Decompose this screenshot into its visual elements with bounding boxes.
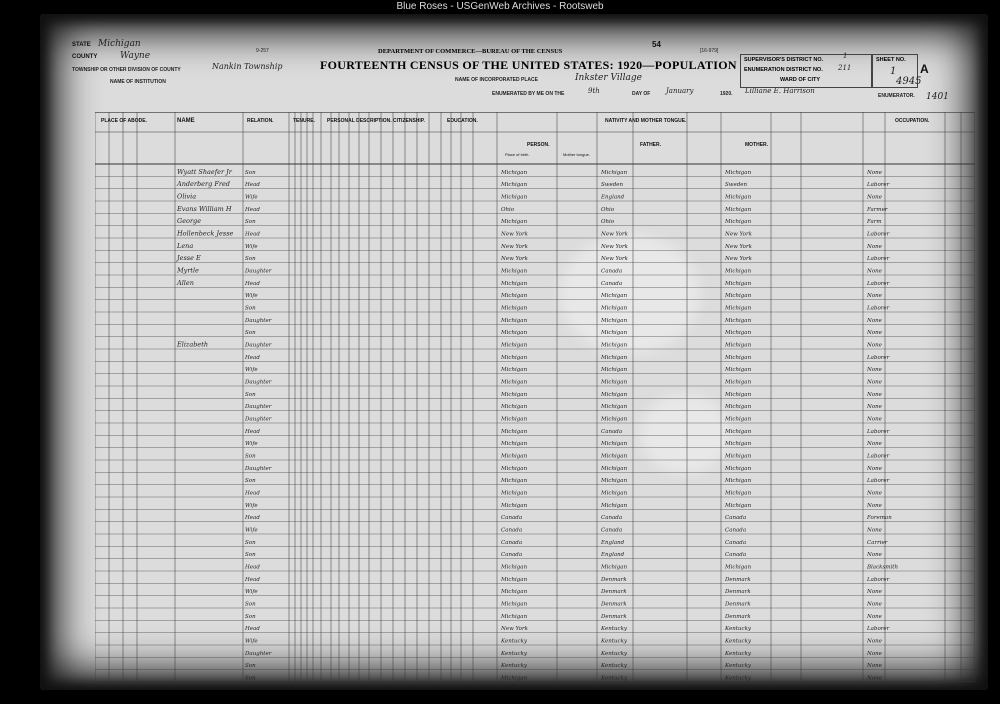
cell-father-birthplace: Canada [601, 268, 623, 275]
cell-relation: Head [245, 515, 260, 522]
cell-person-birthplace: Michigan [501, 576, 528, 583]
cell-relation: Daughter [245, 268, 272, 275]
col-name: NAME [177, 118, 195, 124]
cell-relation: Wife [245, 502, 258, 509]
cell-father-birthplace: Michigan [601, 342, 628, 349]
month-value: January [666, 87, 694, 95]
cell-mother-birthplace: Michigan [725, 490, 752, 497]
state-value: Michigan [98, 39, 141, 49]
cell-father-birthplace: Sweden [601, 182, 624, 189]
cell-father-birthplace: New York [601, 256, 628, 263]
cell-mother-birthplace: Michigan [725, 280, 752, 287]
enumerated-label: ENUMERATED BY ME ON THE [492, 91, 565, 97]
cell-relation: Son [245, 663, 256, 670]
cell-mother-birthplace: Michigan [725, 379, 752, 386]
cell-name: Evans William H [177, 204, 232, 213]
cell-relation: Wife [245, 367, 258, 374]
cell-father-birthplace: Michigan [601, 330, 628, 337]
cell-person-birthplace: Kentucky [501, 650, 528, 657]
census-sheet [40, 14, 988, 690]
cell-relation: Head [245, 280, 260, 287]
cell-relation: Wife [245, 293, 258, 300]
cell-person-birthplace: Michigan [501, 490, 528, 497]
cell-person-birthplace: Kentucky [501, 663, 528, 670]
col-person-pob: Place of birth. [505, 152, 530, 157]
place-value: Inkster Village [575, 73, 642, 83]
cell-father-birthplace: Michigan [601, 416, 628, 423]
cell-father-birthplace: Michigan [601, 441, 628, 448]
cell-occupation: Laborer [867, 626, 890, 633]
cell-relation: Son [245, 601, 256, 608]
cell-relation: Head [245, 182, 260, 189]
cell-father-birthplace: Michigan [601, 169, 628, 176]
cell-father-birthplace: Michigan [601, 478, 628, 485]
cell-father-birthplace: Michigan [601, 465, 628, 472]
cell-person-birthplace: Michigan [501, 391, 528, 398]
cell-relation: Son [245, 256, 256, 263]
cell-mother-birthplace: Michigan [725, 305, 752, 312]
col-person-tongue: Mother tongue. [563, 152, 590, 157]
sheet-letter: A [920, 62, 929, 76]
cell-mother-birthplace: Michigan [725, 465, 752, 472]
cell-occupation: Laborer [867, 453, 890, 460]
cell-father-birthplace: Canada [601, 515, 623, 522]
col-nativity: NATIVITY AND MOTHER TONGUE. [605, 118, 687, 124]
cell-father-birthplace: Michigan [601, 404, 628, 411]
cell-mother-birthplace: Michigan [725, 502, 752, 509]
cell-name: Wyatt Shaefer Jr [177, 167, 232, 176]
cell-name: Anderberg Fred [177, 180, 230, 189]
cell-relation: Daughter [245, 379, 272, 386]
cell-mother-birthplace: Michigan [725, 206, 752, 213]
cell-mother-birthplace: Kentucky [725, 663, 752, 670]
cell-father-birthplace: Denmark [601, 613, 627, 620]
cell-mother-birthplace: Michigan [725, 219, 752, 226]
township-label: TOWNSHIP OR OTHER DIVISION OF COUNTY [72, 67, 181, 73]
cell-father-birthplace: Kentucky [601, 626, 628, 633]
cell-occupation: Carrier [867, 539, 888, 546]
cell-relation: Daughter [245, 465, 272, 472]
cell-mother-birthplace: New York [725, 243, 752, 250]
col-father: FATHER. [640, 142, 662, 148]
cell-occupation: None [867, 589, 882, 596]
cell-relation: Daughter [245, 342, 272, 349]
cell-father-birthplace: Denmark [601, 576, 627, 583]
cell-person-birthplace: Michigan [501, 379, 528, 386]
cell-relation: Son [245, 675, 256, 682]
ward-label: WARD OF CITY [780, 77, 821, 83]
cell-person-birthplace: Michigan [501, 601, 528, 608]
cell-person-birthplace: Canada [501, 527, 523, 534]
cell-relation: Head [245, 490, 260, 497]
cell-mother-birthplace: Michigan [725, 194, 752, 201]
cell-person-birthplace: Kentucky [501, 638, 528, 645]
cell-occupation: Laborer [867, 428, 890, 435]
cell-mother-birthplace: Kentucky [725, 650, 752, 657]
cell-occupation: Foreman [867, 515, 892, 522]
year: 1920. [720, 91, 733, 97]
cell-occupation: None [867, 638, 882, 645]
cell-father-birthplace: Michigan [601, 367, 628, 374]
cell-name: Olivia [177, 192, 197, 201]
cell-relation: Son [245, 453, 256, 460]
cell-occupation: Laborer [867, 478, 890, 485]
cell-mother-birthplace: New York [725, 231, 752, 238]
cell-occupation: Laborer [867, 354, 890, 361]
cell-relation: Head [245, 354, 260, 361]
cell-person-birthplace: Michigan [501, 404, 528, 411]
cell-person-birthplace: Michigan [501, 342, 528, 349]
cell-relation: Daughter [245, 404, 272, 411]
cell-person-birthplace: Michigan [501, 219, 528, 226]
cell-father-birthplace: Michigan [601, 502, 628, 509]
cell-relation: Wife [245, 589, 258, 596]
cell-relation: Daughter [245, 317, 272, 324]
cell-father-birthplace: Kentucky [601, 675, 628, 682]
cell-mother-birthplace: Michigan [725, 441, 752, 448]
cell-mother-birthplace: Michigan [725, 428, 752, 435]
cell-person-birthplace: Michigan [501, 268, 528, 275]
cell-relation: Wife [245, 441, 258, 448]
census-title: FOURTEENTH CENSUS OF THE UNITED STATES: 1920—POPULATION [320, 58, 737, 72]
cell-person-birthplace: Michigan [501, 564, 528, 571]
cell-person-birthplace: Canada [501, 552, 523, 559]
cell-occupation: Laborer [867, 576, 890, 583]
cell-mother-birthplace: Canada [725, 527, 747, 534]
cell-relation: Son [245, 330, 256, 337]
day-label: DAY OF [632, 91, 651, 97]
cell-father-birthplace: Michigan [601, 305, 628, 312]
cell-mother-birthplace: New York [725, 256, 752, 263]
cell-mother-birthplace: Michigan [725, 367, 752, 374]
cell-occupation: None [867, 441, 882, 448]
cell-person-birthplace: Michigan [501, 330, 528, 337]
cell-person-birthplace: Michigan [501, 305, 528, 312]
day-value: 9th [588, 87, 600, 95]
cell-mother-birthplace: Kentucky [725, 675, 752, 682]
cell-person-birthplace: New York [501, 626, 528, 633]
col-citizenship: CITIZENSHIP. [393, 118, 425, 124]
corner-number-2: 1401 [926, 92, 949, 102]
cell-mother-birthplace: Michigan [725, 342, 752, 349]
cell-relation: Head [245, 231, 260, 238]
cell-mother-birthplace: Denmark [725, 601, 751, 608]
cell-occupation: Laborer [867, 231, 890, 238]
census-grid [95, 112, 975, 682]
cell-occupation: Laborer [867, 280, 890, 287]
cell-person-birthplace: New York [501, 231, 528, 238]
county-value: Wayne [120, 51, 151, 61]
cell-mother-birthplace: Michigan [725, 416, 752, 423]
cell-person-birthplace: Ohio [501, 206, 515, 213]
col-place-of-abode: PLACE OF ABODE. [101, 118, 147, 124]
cell-person-birthplace: Michigan [501, 453, 528, 460]
cell-mother-birthplace: Denmark [725, 589, 751, 596]
cell-mother-birthplace: Canada [725, 515, 747, 522]
cell-person-birthplace: Michigan [501, 293, 528, 300]
cell-person-birthplace: Michigan [501, 169, 528, 176]
cell-father-birthplace: Michigan [601, 564, 628, 571]
cell-name: Hollenbeck Jesse [177, 229, 234, 238]
col-tenure: TENURE. [293, 118, 315, 124]
cell-person-birthplace: Michigan [501, 367, 528, 374]
form-number: 9-257 [256, 48, 269, 54]
cell-father-birthplace: Canada [601, 428, 623, 435]
cell-occupation: None [867, 601, 882, 608]
cell-father-birthplace: Michigan [601, 391, 628, 398]
cell-occupation: None [867, 367, 882, 374]
col-education: EDUCATION. [447, 118, 478, 124]
cell-father-birthplace: Michigan [601, 317, 628, 324]
cell-father-birthplace: Ohio [601, 219, 615, 226]
cell-person-birthplace: Michigan [501, 465, 528, 472]
enumerator-label: ENUMERATOR. [878, 93, 915, 99]
place-label: NAME OF INCORPORATED PLACE [455, 77, 538, 83]
cell-father-birthplace: England [601, 194, 625, 201]
cell-person-birthplace: New York [501, 243, 528, 250]
state-label: STATE [72, 42, 91, 48]
cell-relation: Head [245, 576, 260, 583]
cell-relation: Head [245, 428, 260, 435]
institution-label: NAME OF INSTITUTION [110, 79, 166, 85]
cell-relation: Daughter [245, 416, 272, 423]
sheet-label: SHEET NO. [876, 57, 906, 63]
cell-occupation: Farmer [867, 206, 888, 213]
cell-person-birthplace: Michigan [501, 194, 528, 201]
cell-father-birthplace: Michigan [601, 354, 628, 361]
page-number: 54 [652, 40, 661, 49]
cell-occupation: Farm [867, 219, 882, 226]
cell-relation: Son [245, 478, 256, 485]
cell-occupation: None [867, 490, 882, 497]
cell-occupation: None [867, 502, 882, 509]
enumerator-value: Lilliane E. Harrison [745, 87, 815, 95]
cell-occupation: None [867, 416, 882, 423]
cell-occupation: None [867, 194, 882, 201]
cell-name: Elizabeth [177, 340, 209, 349]
cell-father-birthplace: Michigan [601, 490, 628, 497]
cell-occupation: None [867, 613, 882, 620]
corner-number-1: 4945 [896, 76, 922, 87]
cell-mother-birthplace: Michigan [725, 564, 752, 571]
cell-father-birthplace: England [601, 552, 625, 559]
cell-occupation: None [867, 317, 882, 324]
county-label: COUNTY [72, 54, 98, 60]
cell-father-birthplace: New York [601, 231, 628, 238]
cell-relation: Wife [245, 638, 258, 645]
col-person: PERSON. [527, 142, 550, 148]
cell-occupation: None [867, 404, 882, 411]
col-occupation: OCCUPATION. [895, 118, 930, 124]
department-heading: DEPARTMENT OF COMMERCE—BUREAU OF THE CENSUS [378, 48, 563, 55]
cell-occupation: None [867, 169, 882, 176]
cell-name: Lena [177, 241, 194, 250]
cell-person-birthplace: Michigan [501, 428, 528, 435]
cell-relation: Head [245, 626, 260, 633]
cell-father-birthplace: Canada [601, 280, 623, 287]
cell-occupation: None [867, 663, 882, 670]
cell-mother-birthplace: Sweden [725, 182, 748, 189]
cell-father-birthplace: Kentucky [601, 638, 628, 645]
cell-father-birthplace: England [601, 539, 625, 546]
township-value: Nankin Township [212, 62, 283, 71]
cell-person-birthplace: New York [501, 256, 528, 263]
cell-father-birthplace: Denmark [601, 589, 627, 596]
cell-mother-birthplace: Michigan [725, 293, 752, 300]
cell-father-birthplace: Michigan [601, 453, 628, 460]
cell-father-birthplace: Michigan [601, 293, 628, 300]
cell-person-birthplace: Michigan [501, 317, 528, 324]
form-stamp: [16-979] [700, 48, 719, 54]
cell-father-birthplace: Canada [601, 527, 623, 534]
cell-father-birthplace: Kentucky [601, 663, 628, 670]
cell-occupation: Laborer [867, 256, 890, 263]
cell-person-birthplace: Michigan [501, 502, 528, 509]
cell-occupation: None [867, 342, 882, 349]
enumeration-district-value: 211 [838, 64, 852, 72]
cell-mother-birthplace: Michigan [725, 330, 752, 337]
supervisor-label: SUPERVISOR'S DISTRICT NO. [744, 57, 824, 63]
cell-relation: Wife [245, 243, 258, 250]
cell-mother-birthplace: Michigan [725, 317, 752, 324]
cell-mother-birthplace: Canada [725, 552, 747, 559]
cell-occupation: None [867, 552, 882, 559]
window-title: Blue Roses - USGenWeb Archives - Rootsweb [0, 0, 1000, 14]
cell-mother-birthplace: Michigan [725, 404, 752, 411]
cell-relation: Son [245, 539, 256, 546]
col-personal: PERSONAL DESCRIPTION. [327, 118, 392, 124]
cell-mother-birthplace: Michigan [725, 354, 752, 361]
cell-father-birthplace: Ohio [601, 206, 615, 213]
cell-relation: Daughter [245, 650, 272, 657]
cell-occupation: None [867, 465, 882, 472]
cell-occupation: Laborer [867, 305, 890, 312]
cell-relation: Wife [245, 194, 258, 201]
cell-person-birthplace: Michigan [501, 441, 528, 448]
cell-mother-birthplace: Michigan [725, 478, 752, 485]
cell-mother-birthplace: Michigan [725, 453, 752, 460]
cell-mother-birthplace: Kentucky [725, 626, 752, 633]
cell-occupation: None [867, 243, 882, 250]
cell-relation: Head [245, 206, 260, 213]
cell-person-birthplace: Michigan [501, 589, 528, 596]
cell-mother-birthplace: Canada [725, 539, 747, 546]
cell-person-birthplace: Michigan [501, 354, 528, 361]
cell-mother-birthplace: Michigan [725, 268, 752, 275]
cell-relation: Wife [245, 527, 258, 534]
cell-relation: Son [245, 219, 256, 226]
cell-name: Myrtle [177, 266, 199, 275]
cell-occupation: None [867, 293, 882, 300]
cell-relation: Son [245, 169, 256, 176]
cell-father-birthplace: Kentucky [601, 650, 628, 657]
cell-relation: Head [245, 564, 260, 571]
cell-person-birthplace: Canada [501, 539, 523, 546]
cell-person-birthplace: Canada [501, 515, 523, 522]
cell-person-birthplace: Michigan [501, 182, 528, 189]
cell-occupation: None [867, 650, 882, 657]
cell-mother-birthplace: Denmark [725, 576, 751, 583]
cell-person-birthplace: Michigan [501, 478, 528, 485]
enumeration-district-label: ENUMERATION DISTRICT NO. [744, 67, 823, 73]
col-mother: MOTHER. [745, 142, 769, 148]
cell-occupation: Laborer [867, 182, 890, 189]
cell-occupation: None [867, 268, 882, 275]
cell-relation: Son [245, 391, 256, 398]
cell-relation: Son [245, 305, 256, 312]
cell-occupation: None [867, 330, 882, 337]
col-relation: RELATION. [247, 118, 274, 124]
cell-occupation: None [867, 379, 882, 386]
cell-occupation: None [867, 675, 882, 682]
cell-name: Jesse E [177, 254, 201, 263]
cell-occupation: None [867, 527, 882, 534]
cell-mother-birthplace: Michigan [725, 169, 752, 176]
cell-person-birthplace: Michigan [501, 280, 528, 287]
cell-father-birthplace: Michigan [601, 379, 628, 386]
cell-relation: Son [245, 552, 256, 559]
cell-relation: Son [245, 613, 256, 620]
cell-father-birthplace: Denmark [601, 601, 627, 608]
cell-person-birthplace: Michigan [501, 416, 528, 423]
cell-occupation: None [867, 391, 882, 398]
cell-mother-birthplace: Michigan [725, 391, 752, 398]
cell-name: George [177, 217, 202, 226]
cell-name: Allen [177, 278, 194, 287]
cell-mother-birthplace: Kentucky [725, 638, 752, 645]
cell-occupation: Blacksmith [867, 564, 899, 571]
cell-father-birthplace: New York [601, 243, 628, 250]
cell-mother-birthplace: Denmark [725, 613, 751, 620]
cell-person-birthplace: Michigan [501, 613, 528, 620]
sheet-value: 1 [890, 66, 897, 77]
supervisor-value: 1 [843, 52, 848, 60]
cell-person-birthplace: Michigan [501, 675, 528, 682]
